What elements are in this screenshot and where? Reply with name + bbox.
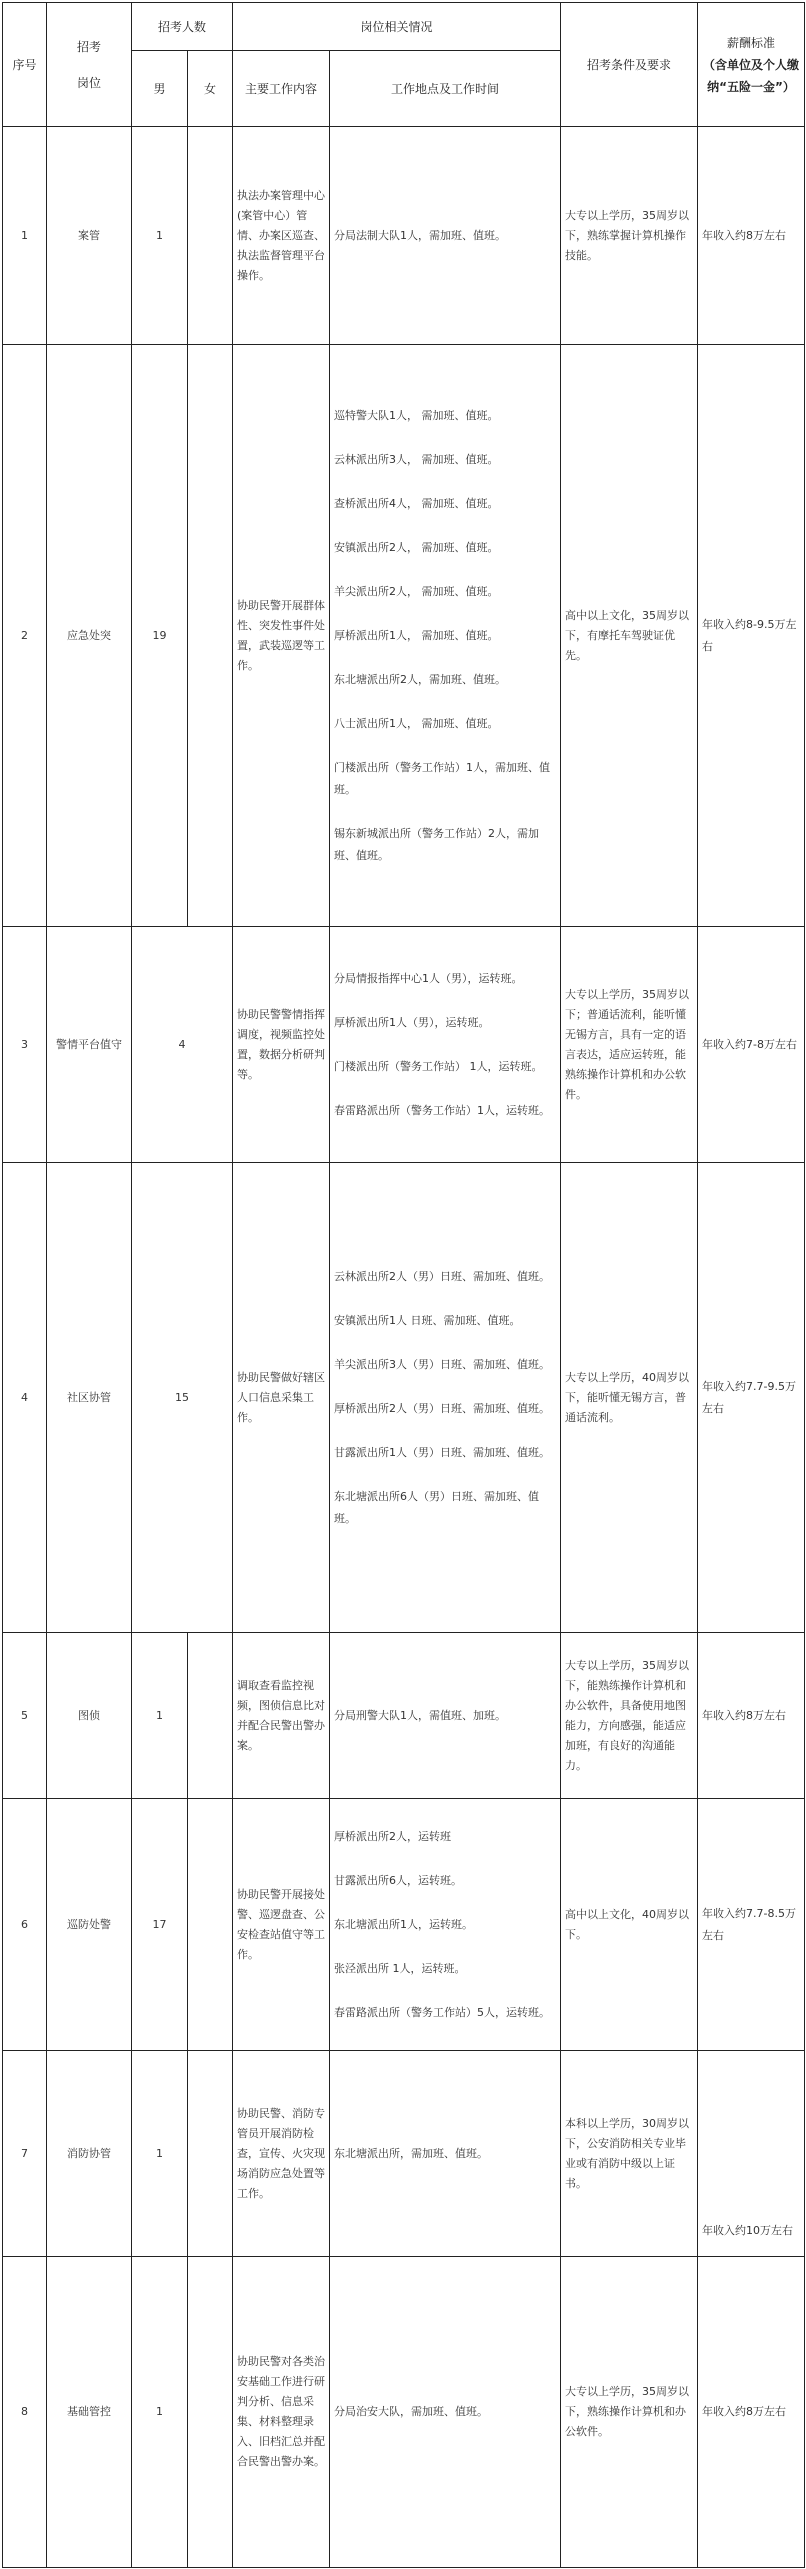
row-seq: 6 — [3, 1799, 47, 2051]
header-place: 工作地点及工作时间 — [330, 51, 561, 127]
place-line: 安镇派出所2人， 需加班、值班。 — [334, 540, 499, 554]
row-total-count: 4 — [132, 927, 233, 1163]
row-post: 应急处突 — [47, 345, 132, 927]
header-salary-title: 薪酬标准 — [727, 35, 776, 50]
row-places — [330, 1163, 561, 1633]
table-row — [3, 2257, 805, 2568]
table-row — [3, 1633, 805, 1799]
row-seq: 2 — [3, 345, 47, 927]
place-line: 张泾派出所 1人，运转班。 — [334, 1961, 466, 1975]
header-row-1 — [3, 3, 805, 51]
place-line: 羊尖派出所3人（男）日班、需加班、值班。 — [334, 1357, 551, 1371]
place-line: 厚桥派出所2人（男）日班、需加班、值班。 — [334, 1401, 551, 1415]
row-duty: 协助民警对各类治安基础工作进行研判分析、信息采集、材料整理录入、旧档汇总并配合民警出警办案。 — [233, 2257, 330, 2568]
header-req: 招考条件及要求 — [561, 3, 698, 127]
header-duty: 主要工作内容 — [233, 51, 330, 127]
recruitment-table — [2, 2, 805, 2568]
table-row — [3, 127, 805, 345]
table-row — [3, 1799, 805, 2051]
place-line: 门楼派出所（警务工作站） 1人，运转班。 — [334, 1059, 543, 1073]
place-line: 厚桥派出所2人，运转班 — [334, 1829, 452, 1843]
row-male-count: 17 — [132, 1799, 188, 2051]
row-post: 案管 — [47, 127, 132, 345]
row-seq: 5 — [3, 1633, 47, 1799]
table-row — [3, 2051, 805, 2257]
row-duty: 协助民警做好辖区人口信息采集工作。 — [233, 1163, 330, 1633]
place-line: 东北塘派出所，需加班、值班。 — [334, 2146, 489, 2160]
place-line: 春雷路派出所（警务工作站）5人，运转班。 — [334, 2005, 551, 2019]
header-male: 男 — [132, 51, 188, 127]
table-row — [3, 345, 805, 927]
header-info: 岗位相关情况 — [233, 3, 561, 51]
row-places — [330, 127, 561, 345]
place-line: 东北塘派出所6人（男）日班、需加班、值班。 — [334, 1489, 540, 1525]
place-line: 云林派出所2人（男）日班、需加班、值班。 — [334, 1269, 551, 1283]
place-line: 分局刑警大队1人，需值班、加班。 — [334, 1708, 507, 1722]
place-line: 云林派出所3人， 需加班、值班。 — [334, 452, 499, 466]
row-places — [330, 2051, 561, 2257]
row-requirements: 大专以上学历，35周岁以下；普通话流利，能听懂无锡方言，具有一定的语言表达，适应运转班，能熟练操作计算机和办公软件。 — [561, 927, 698, 1163]
row-salary: 年收入约7.7-9.5万左右 — [698, 1163, 805, 1633]
row-duty: 协助民警、消防专管员开展消防检查，宣传、火灾现场消防应急处置等工作。 — [233, 2051, 330, 2257]
row-duty: 调取查看监控视频，图侦信息比对并配合民警出警办案。 — [233, 1633, 330, 1799]
row-male-count: 1 — [132, 2257, 188, 2568]
row-places — [330, 1799, 561, 2051]
place-line: 厚桥派出所1人， 需加班、值班。 — [334, 628, 499, 642]
row-duty: 协助民警开展接处警、巡逻盘查、公安检查站值守等工作。 — [233, 1799, 330, 2051]
row-male-count: 1 — [132, 1633, 188, 1799]
table-row — [3, 1163, 805, 1633]
place-line: 甘露派出所1人（男）日班、需加班、值班。 — [334, 1445, 551, 1459]
row-salary: 年收入约8万左右 — [698, 1633, 805, 1799]
row-post: 巡防处警 — [47, 1799, 132, 2051]
row-requirements: 高中以上文化，35周岁以下，有摩托车驾驶证优先。 — [561, 345, 698, 927]
row-requirements: 高中以上文化，40周岁以下。 — [561, 1799, 698, 2051]
row-female-count — [188, 1633, 233, 1799]
row-salary: 年收入约7.7-8.5万左右 — [698, 1799, 805, 2051]
row-requirements: 大专以上学历，35周岁以下，能熟练操作计算机和办公软件，具备使用地图能力，方向感强，能适应加班，有良好的沟通能力。 — [561, 1633, 698, 1799]
row-requirements: 大专以上学历，35周岁以下，熟练操作计算机和办公软件。 — [561, 2257, 698, 2568]
row-duty: 协助民警开展群体性、突发性事件处置，武装巡逻等工作。 — [233, 345, 330, 927]
place-line: 安镇派出所1人 日班、需加班、值班。 — [334, 1313, 521, 1327]
row-places — [330, 2257, 561, 2568]
header-post — [47, 3, 132, 127]
place-line: 分局法制大队1人，需加班、值班。 — [334, 228, 507, 242]
row-salary: 年收入约8万左右 — [698, 2257, 805, 2568]
place-line: 门楼派出所（警务工作站）1人，需加班、值班。 — [334, 760, 551, 796]
row-salary: 年收入约10万左右 — [698, 2051, 805, 2257]
row-female-count — [188, 1799, 233, 2051]
row-post: 图侦 — [47, 1633, 132, 1799]
row-seq: 1 — [3, 127, 47, 345]
row-salary: 年收入约7-8万左右 — [698, 927, 805, 1163]
row-female-count — [188, 2257, 233, 2568]
row-female-count — [188, 345, 233, 927]
header-post-bottom: 岗位 — [76, 75, 101, 90]
row-duty: 执法办案管理中心(案管中心）管情、办案区巡查、执法监督管理平台操作。 — [233, 127, 330, 345]
header-salary — [698, 3, 805, 127]
place-line: 分局情报指挥中心1人（男），运转班。 — [334, 971, 523, 985]
row-places — [330, 345, 561, 927]
row-post: 消防协管 — [47, 2051, 132, 2257]
row-post: 社区协管 — [47, 1163, 132, 1633]
row-requirements: 本科以上学历，30周岁以下，公安消防相关专业毕业或有消防中级以上证书。 — [561, 2051, 698, 2257]
row-post: 警情平台值守 — [47, 927, 132, 1163]
row-salary: 年收入约8万左右 — [698, 127, 805, 345]
header-count: 招考人数 — [132, 3, 233, 51]
place-line: 查桥派出所4人， 需加班、值班。 — [334, 496, 499, 510]
place-line: 东北塘派出所2人，需加班、值班。 — [334, 672, 507, 686]
row-salary: 年收入约8-9.5万左右 — [698, 345, 805, 927]
header-female: 女 — [188, 51, 233, 127]
table-row — [3, 927, 805, 1163]
row-requirements: 大专以上学历，35周岁以下，熟练掌握计算机操作技能。 — [561, 127, 698, 345]
row-seq: 8 — [3, 2257, 47, 2568]
row-places — [330, 1633, 561, 1799]
place-line: 厚桥派出所1人（男），运转班。 — [334, 1015, 490, 1029]
header-salary-note: （含单位及个人缴纳“五险一金”） — [703, 57, 800, 94]
row-male-count: 19 — [132, 345, 188, 927]
row-places — [330, 927, 561, 1163]
row-seq: 3 — [3, 927, 47, 1163]
place-line: 甘露派出所6人，运转班。 — [334, 1873, 463, 1887]
header-seq: 序号 — [3, 3, 47, 127]
row-seq: 4 — [3, 1163, 47, 1633]
row-male-count: 1 — [132, 127, 188, 345]
header-post-top: 招考 — [76, 39, 101, 54]
row-post: 基础管控 — [47, 2257, 132, 2568]
place-line: 巡特警大队1人， 需加班、值班。 — [334, 408, 499, 422]
row-seq: 7 — [3, 2051, 47, 2257]
place-line: 羊尖派出所2人， 需加班、值班。 — [334, 584, 499, 598]
place-line: 八士派出所1人， 需加班、值班。 — [334, 716, 499, 730]
place-line: 春雷路派出所（警务工作站）1人，运转班。 — [334, 1103, 551, 1117]
row-female-count — [188, 2051, 233, 2257]
row-requirements: 大专以上学历，40周岁以下，能听懂无锡方言，普通话流利。 — [561, 1163, 698, 1633]
place-line: 东北塘派出所1人，运转班。 — [334, 1917, 474, 1931]
row-female-count — [188, 127, 233, 345]
row-duty: 协助民警警情指挥调度，视频监控处置，数据分析研判等。 — [233, 927, 330, 1163]
place-line: 锡东新城派出所（警务工作站）2人，需加班、值班。 — [334, 826, 540, 862]
row-male-count: 1 — [132, 2051, 188, 2257]
row-total-count: 15 — [132, 1163, 233, 1633]
place-line: 分局治安大队，需加班、值班。 — [334, 2405, 489, 2418]
